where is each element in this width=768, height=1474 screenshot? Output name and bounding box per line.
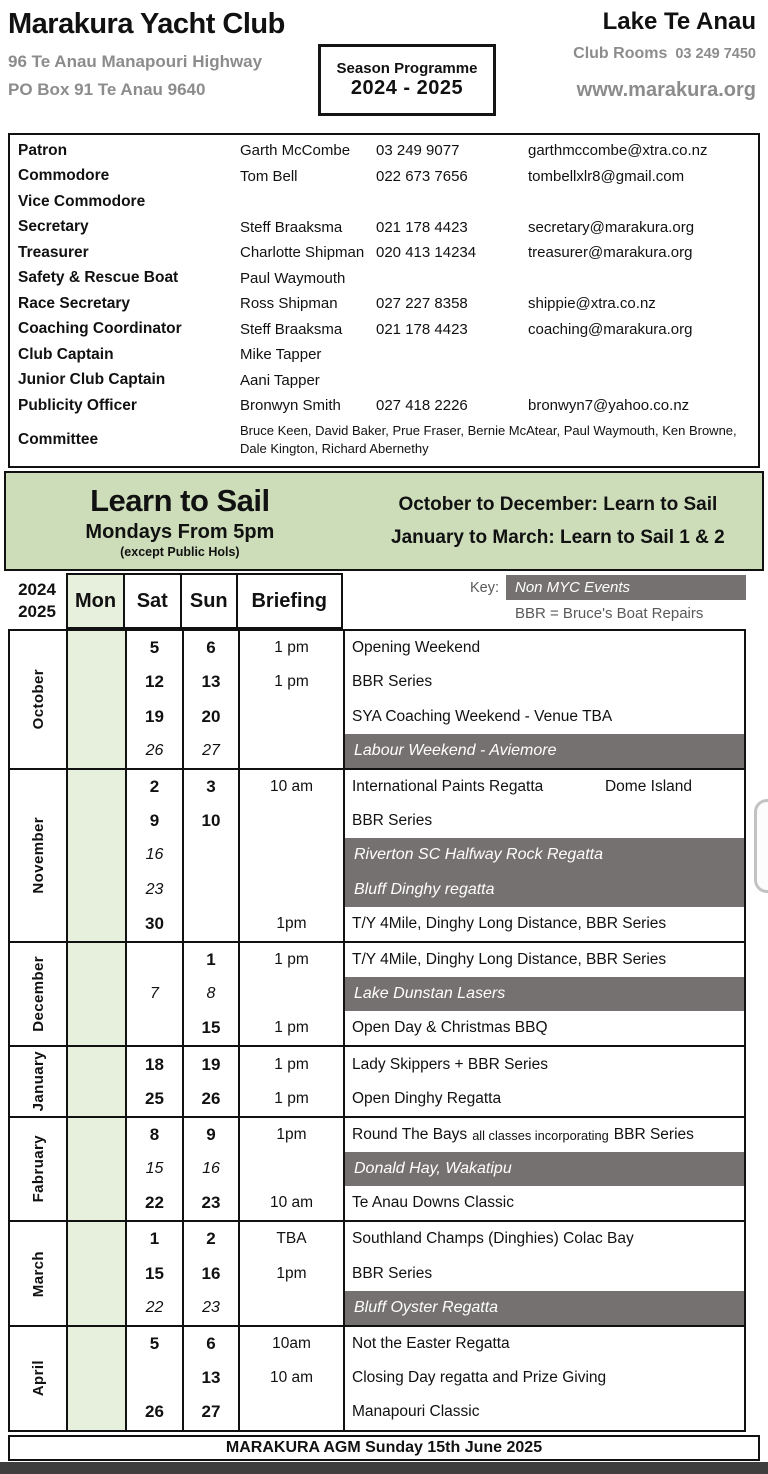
sat-date: 25 [127,1082,184,1116]
event-name: Bluff Dinghy regatta [354,880,495,898]
sun-date: 23 [184,1291,240,1325]
event-cell [345,700,744,734]
sat-date: 23 [127,873,184,907]
briefing-time: 1 pm [240,943,345,977]
event-name: BBR Series [613,1125,694,1143]
banner-note: (except Public Hols) [120,545,240,560]
officer-role: Junior Club Captain [18,371,166,389]
briefing-time: TBA [240,1222,345,1256]
calendar-key [343,573,746,629]
briefing-time [240,734,345,768]
banner-subtitle: Mondays From 5pm [85,521,275,544]
officer-name: Aani Tapper [240,371,320,389]
briefing-time [240,1395,345,1429]
sun-date [184,907,240,941]
briefing-time: 1 pm [240,665,345,699]
club-rooms-label: Club Rooms [573,45,668,62]
sat-date: 16 [127,838,184,872]
month-label: January [29,1051,47,1112]
briefing-time: 1 pm [240,1047,345,1081]
briefing-time [240,977,345,1011]
officer-email: garthmccombe@xtra.co.nz [528,142,708,160]
officer-row [10,215,758,241]
month-label: October [29,669,47,730]
officer-role: Patron [18,141,68,159]
sun-date: 27 [184,734,240,768]
sun-date: 13 [184,665,240,699]
banner-schedule-line2: January to March: Learn to Sail 1 & 2 [391,527,725,549]
officer-row [10,342,758,368]
officer-role: Treasurer [18,243,89,261]
month-label-cell [10,1047,68,1115]
sun-date: 23 [184,1186,240,1220]
event-location: Dome Island [604,778,692,796]
event-name: Round The Bays [352,1125,468,1143]
sat-date: 15 [127,1257,184,1291]
calendar-years [8,573,66,629]
mon-column-cell [68,1118,127,1221]
page-header [0,0,768,133]
event-cell [345,873,744,907]
briefing-time: 1pm [240,907,345,941]
key-row [470,575,746,600]
briefing-time: 1pm [240,1257,345,1291]
sun-date: 27 [184,1395,240,1429]
column-header-sat: Sat [123,573,183,629]
sat-date: 12 [127,665,184,699]
banner-title: Learn to Sail [90,483,270,519]
event-name: Southland Champs (Dinghies) Colac Bay [352,1230,634,1248]
officer-name: Ross Shipman [240,295,338,313]
address-line2: PO Box 91 Te Anau 9640 [8,80,206,100]
briefing-time [240,873,345,907]
event-name: BBR Series [352,673,433,691]
column-header-briefing: Briefing [236,573,344,629]
sat-date: 19 [127,700,184,734]
officer-email: coaching@marakura.org [528,320,693,338]
event-cell [345,804,744,838]
event-name: Donald Hay, Wakatipu [354,1160,512,1178]
event-name: Not the Easter Regatta [352,1335,510,1353]
event-cell [345,838,744,872]
month-label-cell [10,770,68,941]
event-cell [345,1291,744,1325]
mon-column-cell [68,943,127,1046]
officer-role: Safety & Rescue Boat [18,269,179,287]
event-name: Te Anau Downs Classic [352,1194,514,1212]
club-address [8,48,262,104]
season-calendar [8,629,746,1431]
officer-phone: 021 178 4423 [376,218,468,236]
officer-row [10,317,758,343]
mon-column-cell [68,1222,127,1325]
officer-row [10,189,758,215]
officer-email: tombellxlr8@gmail.com [528,167,685,185]
event-cell [345,1361,744,1395]
mon-column-cell [68,631,127,768]
event-name: Manapouri Classic [352,1403,480,1421]
briefing-time: 10am [240,1327,345,1361]
month-section [10,631,744,770]
event-cell [345,770,744,804]
officer-name: Tom Bell [240,167,298,185]
key-non-myc-events: Non MYC Events [506,575,746,600]
mon-column-cell [68,1327,127,1430]
calendar-header [8,573,746,629]
event-name: T/Y 4Mile, Dinghy Long Distance, BBR Series [352,914,667,932]
month-section [10,1327,744,1430]
officer-email: shippie@xtra.co.nz [528,295,656,313]
officer-row [10,240,758,266]
event-cell [345,1011,744,1045]
officer-role: Coaching Coordinator [18,320,182,338]
briefing-time: 1 pm [240,631,345,665]
event-name: Lady Skippers + BBR Series [352,1055,548,1073]
month-section [10,1222,744,1327]
briefing-time: 1 pm [240,1011,345,1045]
officer-row [10,393,758,419]
event-name: BBR Series [352,812,433,830]
officer-phone: 020 413 14234 [376,244,477,262]
event-name: Open Dinghy Regatta [352,1089,502,1107]
officers-body [10,138,758,462]
sat-date: 26 [127,734,184,768]
sat-date: 5 [127,631,184,665]
event-cell [345,977,744,1011]
event-cell [345,1152,744,1186]
event-name: Open Day & Christmas BBQ [352,1019,548,1037]
officer-row [10,291,758,317]
website-url: www.marakura.org [576,79,756,101]
event-name: Labour Weekend - Aviemore [354,741,557,759]
month-label-cell [10,943,68,1046]
month-label: April [29,1360,47,1397]
event-name: T/Y 4Mile, Dinghy Long Distance, BBR Series [352,950,667,968]
officer-name: Bronwyn Smith [240,397,341,415]
sat-date: 1 [127,1222,184,1256]
banner-schedule-line1: October to December: Learn to Sail [398,493,718,515]
programme-years: 2024 - 2025 [350,77,464,99]
sun-date: 16 [184,1257,240,1291]
briefing-time [240,838,345,872]
officer-role: Publicity Officer [18,396,137,414]
sat-date: 7 [127,977,184,1011]
officer-email: bronwyn7@yahoo.co.nz [528,397,690,415]
agm-notice: MARAKURA AGM Sunday 15th June 2025 [8,1435,760,1461]
club-rooms [573,45,756,63]
sat-date: 22 [127,1186,184,1220]
month-label-cell [10,1222,68,1325]
event-name: International Paints Regatta [352,778,544,796]
month-label-cell [10,1327,68,1430]
event-name: Opening Weekend [352,639,481,657]
programme-label: Season Programme [336,60,478,77]
officer-email: treasurer@marakura.org [528,244,693,262]
officer-role: Vice Commodore [18,192,146,210]
sun-date: 1 [184,943,240,977]
key-label: Key: [469,579,499,596]
officer-row [10,419,758,463]
officer-name: Mike Tapper [240,346,322,364]
briefing-time: 10 am [240,1361,345,1395]
briefing-time [240,700,345,734]
sat-date [127,1361,184,1395]
officer-row [10,164,758,190]
year-2024: 2024 [18,580,56,600]
sat-date: 9 [127,804,184,838]
mon-column-cell [68,770,127,941]
event-name: Closing Day regatta and Prize Giving [352,1369,607,1387]
event-name: Bluff Oyster Regatta [354,1298,499,1316]
month-label-cell [10,1118,68,1221]
officer-row [10,368,758,394]
banner-right [354,473,762,569]
month-label: December [29,956,47,1033]
event-name: Riverton SC Halfway Rock Regatta [354,846,603,864]
learn-to-sail-banner [4,471,764,571]
event-cell [345,1257,744,1291]
month-label: March [29,1250,47,1297]
event-cell [345,665,744,699]
address-line1: 96 Te Anau Manapouri Highway [8,52,263,71]
briefing-time: 1 pm [240,1082,345,1116]
sat-date: 22 [127,1291,184,1325]
club-rooms-phone: 03 249 7450 [675,46,756,62]
season-programme-box [318,44,496,116]
scrollbar-thumb[interactable] [754,799,768,893]
column-header-sun: Sun [180,573,239,629]
officer-email: secretary@marakura.org [528,218,695,236]
sun-date: 10 [184,804,240,838]
briefing-time: 10 am [240,770,345,804]
month-section [10,1118,744,1223]
sat-date [127,1011,184,1045]
month-section [10,943,744,1048]
month-section [10,770,744,943]
event-cell [345,631,744,665]
event-cell [345,1327,744,1361]
officer-name: Steff Braaksma [240,320,343,338]
sun-date: 15 [184,1011,240,1045]
event-name: SYA Coaching Weekend - Venue TBA [352,707,613,725]
officer-phone: 027 418 2226 [376,397,468,415]
sat-date [127,943,184,977]
briefing-time: 10 am [240,1186,345,1220]
sun-date: 3 [184,770,240,804]
key-bbr-note: BBR = Bruce's Boat Repairs [515,605,704,623]
event-name: BBR Series [352,1264,433,1282]
officer-phone: 027 227 8358 [376,295,468,313]
officer-name: Garth McCombe [240,142,351,160]
sun-date [184,838,240,872]
officer-phone: 03 249 9077 [376,142,460,160]
sat-date: 2 [127,770,184,804]
sun-date: 6 [184,1327,240,1361]
sun-date: 13 [184,1361,240,1395]
sun-date: 26 [184,1082,240,1116]
sat-date: 26 [127,1395,184,1429]
sun-date: 9 [184,1118,240,1152]
event-cell [345,943,744,977]
event-note: all classes incorporating [472,1128,609,1144]
sun-date: 20 [184,700,240,734]
lake-name: Lake Te Anau [602,8,756,35]
officer-row [10,138,758,164]
event-cell [345,1047,744,1081]
bottom-bar [0,1462,768,1474]
month-label: Fabruary [29,1135,47,1203]
event-cell [345,1082,744,1116]
year-2025: 2025 [18,602,56,622]
officer-role: Secretary [18,218,89,236]
sat-date: 18 [127,1047,184,1081]
briefing-time [240,804,345,838]
officer-role: Commodore [18,167,110,185]
officer-role: Committee [18,431,99,449]
club-name: Marakura Yacht Club [8,8,285,40]
briefing-time [240,1291,345,1325]
officer-role: Race Secretary [18,294,131,312]
sun-date: 8 [184,977,240,1011]
column-header-mon: Mon [66,573,125,629]
banner-left [6,473,354,569]
officer-phone: 021 178 4423 [376,320,468,338]
officer-role: Club Captain [18,345,114,363]
sun-date: 16 [184,1152,240,1186]
event-cell [345,1118,744,1152]
sun-date: 19 [184,1047,240,1081]
header-right [573,8,756,102]
briefing-time: 1pm [240,1118,345,1152]
sat-date: 5 [127,1327,184,1361]
officer-name: Charlotte Shipman [240,244,365,262]
sun-date [184,873,240,907]
officer-name: Steff Braaksma [240,218,343,236]
event-cell [345,734,744,768]
event-cell [345,1186,744,1220]
officer-row [10,266,758,292]
month-section [10,1047,744,1117]
officers-table [8,133,760,468]
sat-date: 30 [127,907,184,941]
event-cell [345,1395,744,1429]
sun-date: 2 [184,1222,240,1256]
mon-column-cell [68,1047,127,1115]
sat-date: 8 [127,1118,184,1152]
month-label: November [29,817,47,894]
month-label-cell [10,631,68,768]
sun-date: 6 [184,631,240,665]
officer-phone: 022 673 7656 [376,167,468,185]
committee-members: Bruce Keen, David Baker, Prue Fraser, Bernie McAtear, Paul Waymouth, Ken Browne, Dale Kington, Richard Abernethy [240,422,737,457]
event-cell [345,1222,744,1256]
sat-date: 15 [127,1152,184,1186]
event-cell [345,907,744,941]
event-name: Lake Dunstan Lasers [354,985,506,1003]
briefing-time [240,1152,345,1186]
officer-name: Paul Waymouth [240,269,346,287]
